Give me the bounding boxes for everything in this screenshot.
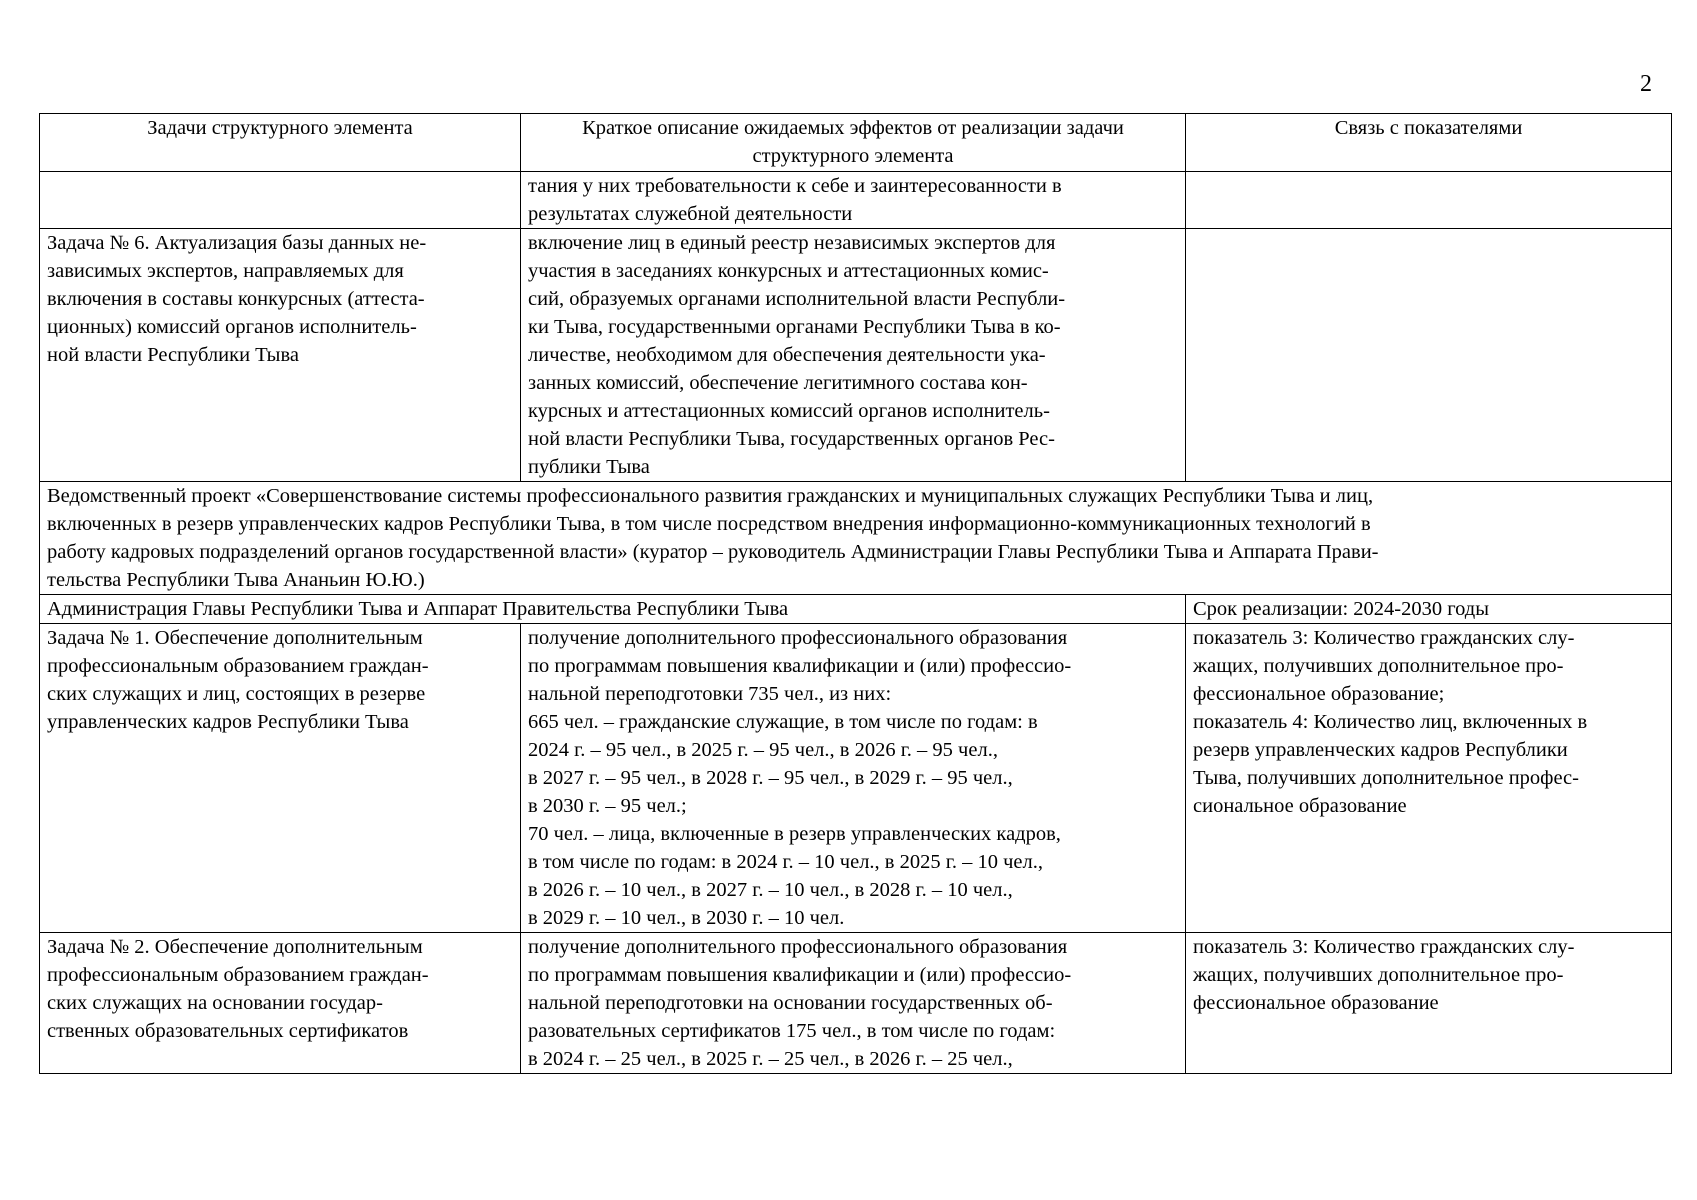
cell-indicators	[1186, 624, 1672, 933]
header-effects-line: Краткое описание ожидаемых эффектов от реализации задачи	[582, 117, 1124, 139]
text-line: показатель 4: Количество лиц, включенных в	[1193, 711, 1588, 733]
text-line: личестве, необходимом для обеспечения деятельности ука-	[528, 344, 1046, 366]
text-line: управленческих кадров Республики Тыва	[47, 711, 409, 733]
text-line: резерв управленческих кадров Республики	[1193, 739, 1568, 761]
text-line: работу кадровых подразделений органов государственной власти» (куратор – руководитель Администрации Главы Республики Тыва и Аппарата Прави-	[47, 541, 1379, 563]
text-line: в 2027 г. – 95 чел., в 2028 г. – 95 чел., в 2029 г. – 95 чел.,	[528, 767, 1013, 789]
cell-task-empty	[40, 172, 521, 229]
table-row-task-6	[40, 229, 1672, 482]
text-line: включение лиц в единый реестр независимых экспертов для	[528, 232, 1056, 254]
text-line: Задача № 6. Актуализация базы данных не-	[47, 232, 427, 254]
text-line: профессиональным образованием граждан-	[47, 655, 429, 677]
text-line: тельства Республики Тыва Ананьин Ю.Ю.)	[47, 569, 425, 591]
text-line: зависимых экспертов, направляемых для	[47, 260, 404, 282]
header-indicators-label: Связь с показателями	[1334, 117, 1523, 139]
text-line: ной власти Республики Тыва, государственных органов Рес-	[528, 428, 1055, 450]
cell-effects	[521, 933, 1186, 1074]
text-line: Задача № 1. Обеспечение дополнительным	[47, 627, 423, 649]
cell-indicators	[1186, 933, 1672, 1074]
header-indicators	[1186, 114, 1672, 172]
text-line: профессиональным образованием граждан-	[47, 964, 429, 986]
table-header-row	[40, 114, 1672, 172]
cell-responsible	[40, 595, 1186, 624]
cell-effects	[521, 172, 1186, 229]
text-line: жащих, получивших дополнительное про-	[1193, 964, 1564, 986]
text-line: ной власти Республики Тыва	[47, 344, 299, 366]
table-row-project	[40, 482, 1672, 595]
text-line: ских служащих на основании государ-	[47, 992, 383, 1014]
text-line: Срок реализации: 2024-2030 годы	[1193, 598, 1489, 620]
cell-indicators-empty	[1186, 229, 1672, 482]
text-line: курсных и аттестационных комиссий органов исполнитель-	[528, 400, 1050, 422]
text-line: нальной переподготовки на основании государственных об-	[528, 992, 1053, 1014]
text-line: 665 чел. – гражданские служащие, в том числе по годам: в	[528, 711, 1038, 733]
text-line: сиональное образование	[1193, 795, 1407, 817]
cell-task	[40, 624, 521, 933]
text-line: фессиональное образование	[1193, 992, 1439, 1014]
table-row	[40, 172, 1672, 229]
cell-term	[1186, 595, 1672, 624]
table-row-task-1	[40, 624, 1672, 933]
text-line: получение дополнительного профессионального образования	[528, 936, 1068, 958]
text-line: показатель 3: Количество гражданских слу-	[1193, 936, 1575, 958]
text-line: получение дополнительного профессионального образования	[528, 627, 1068, 649]
header-tasks	[40, 114, 521, 172]
text-line: ских служащих и лиц, состоящих в резерве	[47, 683, 426, 705]
text-line: по программам повышения квалификации и (или) профессиo-	[528, 964, 1072, 986]
text-line: ки Тыва, государственными органами Республики Тыва в ко-	[528, 316, 1061, 338]
text-line: в том числе по годам: в 2024 г. – 10 чел., в 2025 г. – 10 чел.,	[528, 851, 1043, 873]
text-line: тания у них требовательности к себе и заинтересованности в	[528, 175, 1062, 197]
page-number: 2	[1640, 71, 1652, 97]
header-effects	[521, 114, 1186, 172]
cell-task	[40, 229, 521, 482]
text-line: разовательных сертификатов 175 чел., в том числе по годам:	[528, 1020, 1056, 1042]
text-line: в 2029 г. – 10 чел., в 2030 г. – 10 чел.	[528, 907, 845, 929]
text-line: в 2024 г. – 25 чел., в 2025 г. – 25 чел., в 2026 г. – 25 чел.,	[528, 1048, 1013, 1070]
table-row-task-2	[40, 933, 1672, 1074]
text-line: участия в заседаниях конкурсных и аттестационных комис-	[528, 260, 1049, 282]
text-line: 70 чел. – лица, включенные в резерв управленческих кадров,	[528, 823, 1061, 845]
text-line: включения в составы конкурсных (аттеста-	[47, 288, 425, 310]
text-line: Ведомственный проект «Совершенствование системы профессионального развития гражданских и муниципальных служащих Республики Тыва и лиц,	[47, 485, 1374, 507]
cell-effects	[521, 624, 1186, 933]
text-line: нальной переподготовки 735 чел., из них:	[528, 683, 892, 705]
header-effects-line: структурного элемента	[752, 145, 954, 167]
text-line: в 2030 г. – 95 чел.;	[528, 795, 687, 817]
text-line: фессиональное образование;	[1193, 683, 1445, 705]
text-line: Администрация Главы Республики Тыва и Аппарат Правительства Республики Тыва	[47, 598, 789, 620]
structural-element-table	[39, 113, 1672, 1074]
text-line: сий, образуемых органами исполнительной власти Республи-	[528, 288, 1066, 310]
text-line: результатах служебной деятельности	[528, 203, 853, 225]
text-line: включенных в резерв управленческих кадров Республики Тыва, в том числе посредством внедрения информационно-коммуникационных технологий в	[47, 513, 1371, 535]
header-tasks-label: Задачи структурного элемента	[147, 117, 413, 139]
text-line: Тыва, получивших дополнительное профес-	[1193, 767, 1579, 789]
text-line: 2024 г. – 95 чел., в 2025 г. – 95 чел., в 2026 г. – 95 чел.,	[528, 739, 998, 761]
text-line: занных комиссий, обеспечение легитимного состава кон-	[528, 372, 1028, 394]
text-line: ционных) комиссий органов исполнитель-	[47, 316, 417, 338]
cell-indicators-empty	[1186, 172, 1672, 229]
table-row-responsible	[40, 595, 1672, 624]
text-line: в 2026 г. – 10 чел., в 2027 г. – 10 чел., в 2028 г. – 10 чел.,	[528, 879, 1013, 901]
text-line: ственных образовательных сертификатов	[47, 1020, 409, 1042]
text-line: Задача № 2. Обеспечение дополнительным	[47, 936, 423, 958]
text-line: по программам повышения квалификации и (или) профессиo-	[528, 655, 1072, 677]
text-line: жащих, получивших дополнительное про-	[1193, 655, 1564, 677]
cell-effects	[521, 229, 1186, 482]
cell-task	[40, 933, 521, 1074]
text-line: публики Тыва	[528, 456, 650, 478]
cell-project	[40, 482, 1672, 595]
text-line: показатель 3: Количество гражданских слу-	[1193, 627, 1575, 649]
